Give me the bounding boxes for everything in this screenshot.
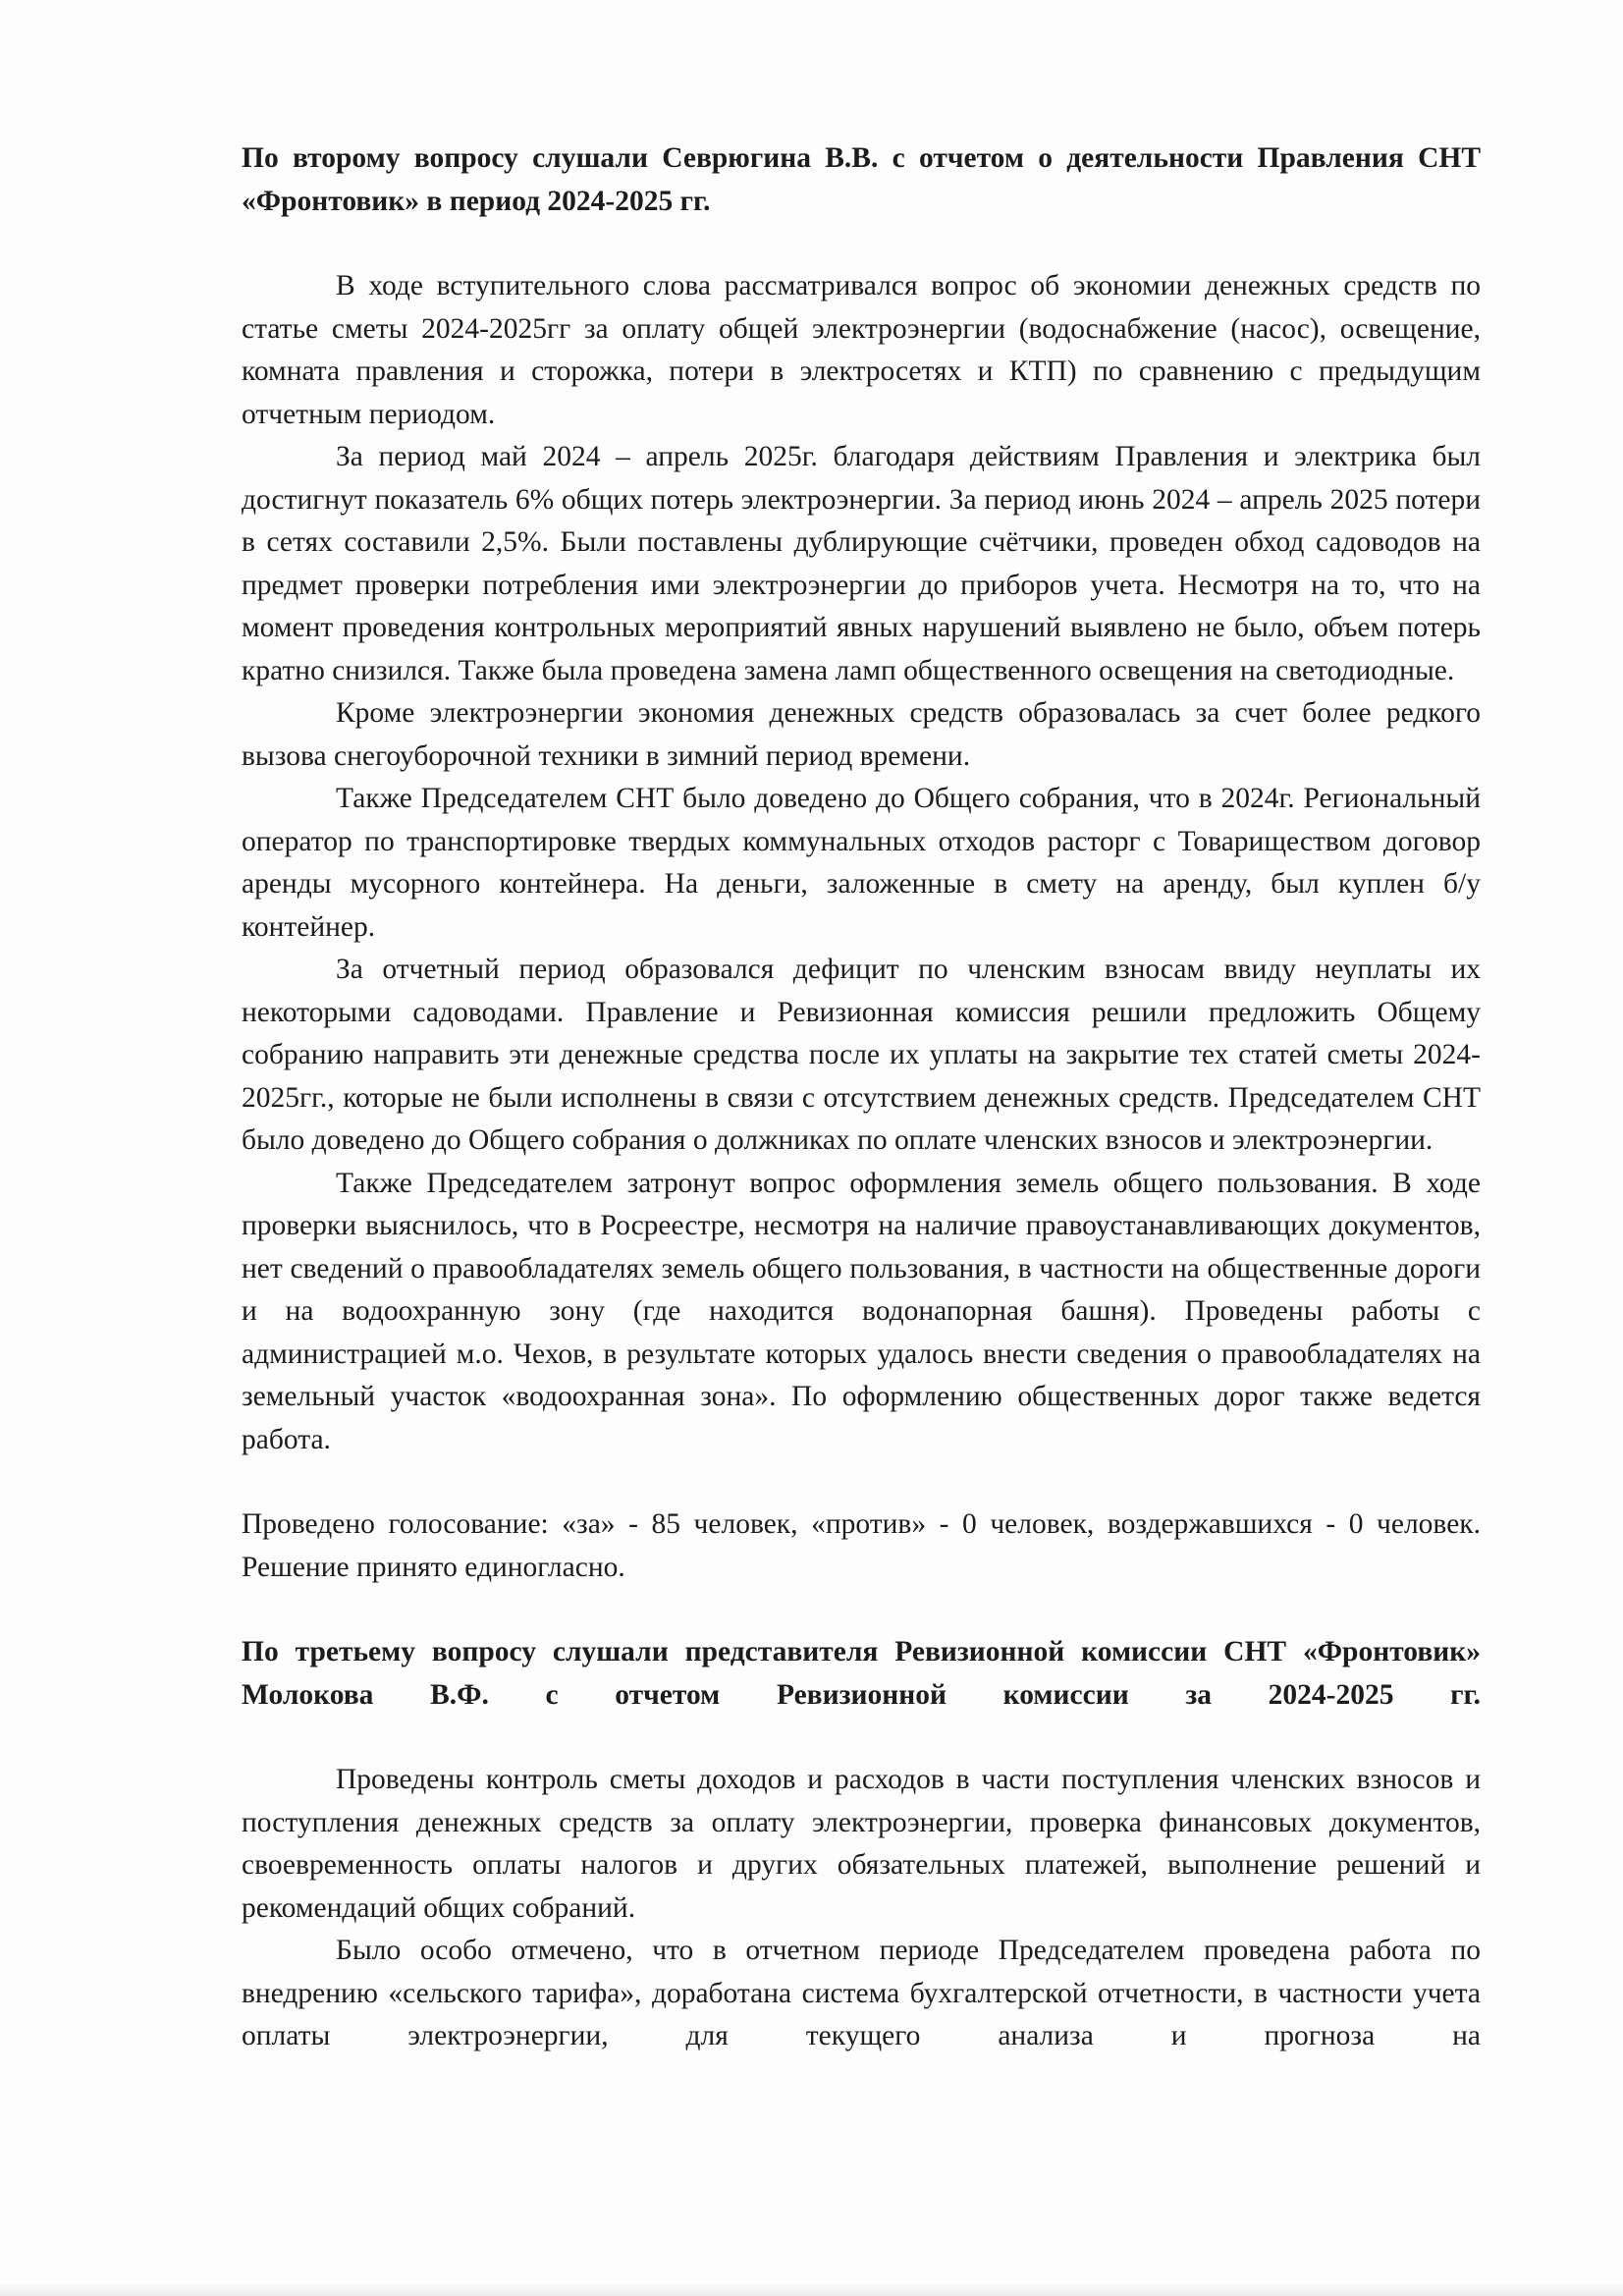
section-2-paragraph-4: Также Председателем СНТ было доведено до Общего собрания, что в 2024г. Региональный оператор по транспортировке твердых коммунальных отходов расторг с Товариществом договор аренды мусорного контейнера. На деньги, заложенные в смету на аренду, был куплен б/у контейнер. (242, 783, 1481, 943)
section-2-heading: По второму вопросу слушали Севрюгина В.В. с отчетом о деятельности Правления СНТ «Фронтовик» в период 2024-2025 гг. (242, 142, 1481, 217)
section-2-paragraph-1: В ходе вступительного слова рассматривался вопрос об экономии денежных средств по статье сметы 2024-2025гг за оплату общей электроэнергии (водоснабжение (насос), освещение, комната правления и сторожка, потери в электросетях и КТП) по сравнению с предыдущим отчетным периодом. (242, 270, 1481, 430)
section-3-paragraph-1: Проведены контроль сметы доходов и расходов в части поступления членских взносов и поступления денежных средств за оплату электроэнергии, проверка финансовых документов, своевременность оплаты налогов и других обязательных платежей, выполнение решений и рекомендаций общих собраний. (242, 1764, 1481, 1924)
section-2-paragraph-3: Кроме электроэнергии экономия денежных средств образовалась за счет более редкого вызова снегоуборочной техники в зимний период времени. (242, 697, 1481, 772)
scan-bottom-edge (0, 2280, 1623, 2296)
spacer (242, 1589, 1481, 1631)
section-2-vote-result: Проведено голосование: «за» - 85 человек, «против» - 0 человек, воздержавшихся - 0 человек. Решение принято единогласно. (242, 1508, 1481, 1583)
spacer (242, 1461, 1481, 1503)
spacer (242, 223, 1481, 265)
section-2-paragraph-5: За отчетный период образовался дефицит по членским взносам ввиду неуплаты их некоторыми садоводами. Правление и Ревизионная комиссия решили предложить Общему собранию направить эти денежные средства после их уплаты на закрытие тех статей сметы 2024-2025гг., которые не были исполнены в связи с отсутствием денежных средств. Председателем СНТ было доведено до Общего собрания о должниках по оплате членских взносов и электроэнергии. (242, 954, 1481, 1156)
section-2-paragraph-6: Также Председателем затронут вопрос оформления земель общего пользования. В ходе проверки выяснилось, что в Росреестре, несмотря на наличие правоустанавливающих документов, нет сведений о правообладателях земель общего пользования, в частности на общественные дороги и на водоохранную зону (где находится водонапорная башня). Проведены работы с администрацией м.о. Чехов, в результате которых удалось внести сведения о правообладателях на земельный участок «водоохранная зона». По оформлению общественных дорог также ведется работа. (242, 1167, 1481, 1455)
section-2-paragraph-2: За период май 2024 – апрель 2025г. благодаря действиям Правления и электрика был достигнут показатель 6% общих потерь электроэнергии. За период июнь 2024 – апрель 2025 потери в сетях составили 2,5%. Были поставлены дублирующие счётчики, проведен обход садоводов на предмет проверки потребления ими электроэнергии до приборов учета. Несмотря на то, что на момент проведения контрольных мероприятий явных нарушений выявлено не было, объем потерь кратно снизился. Также была проведена замена ламп общественного освещения на светодиодные. (242, 441, 1481, 686)
section-3-heading: По третьему вопросу слушали представителя Ревизионной комиссии СНТ «Фронтовик» Молокова В.Ф. с отчетом Ревизионной комиссии за 2024-2025 гг. (242, 1636, 1481, 1711)
section-3-paragraph-2: Было особо отмечено, что в отчетном периоде Председателем проведена работа по внедрению «сельского тарифа», доработана система бухгалтерской отчетности, в частности учета оплаты электроэнергии, для текущего анализа и прогноза на (242, 1935, 1481, 2051)
spacer (242, 1717, 1481, 1759)
document-body (242, 137, 1481, 2058)
